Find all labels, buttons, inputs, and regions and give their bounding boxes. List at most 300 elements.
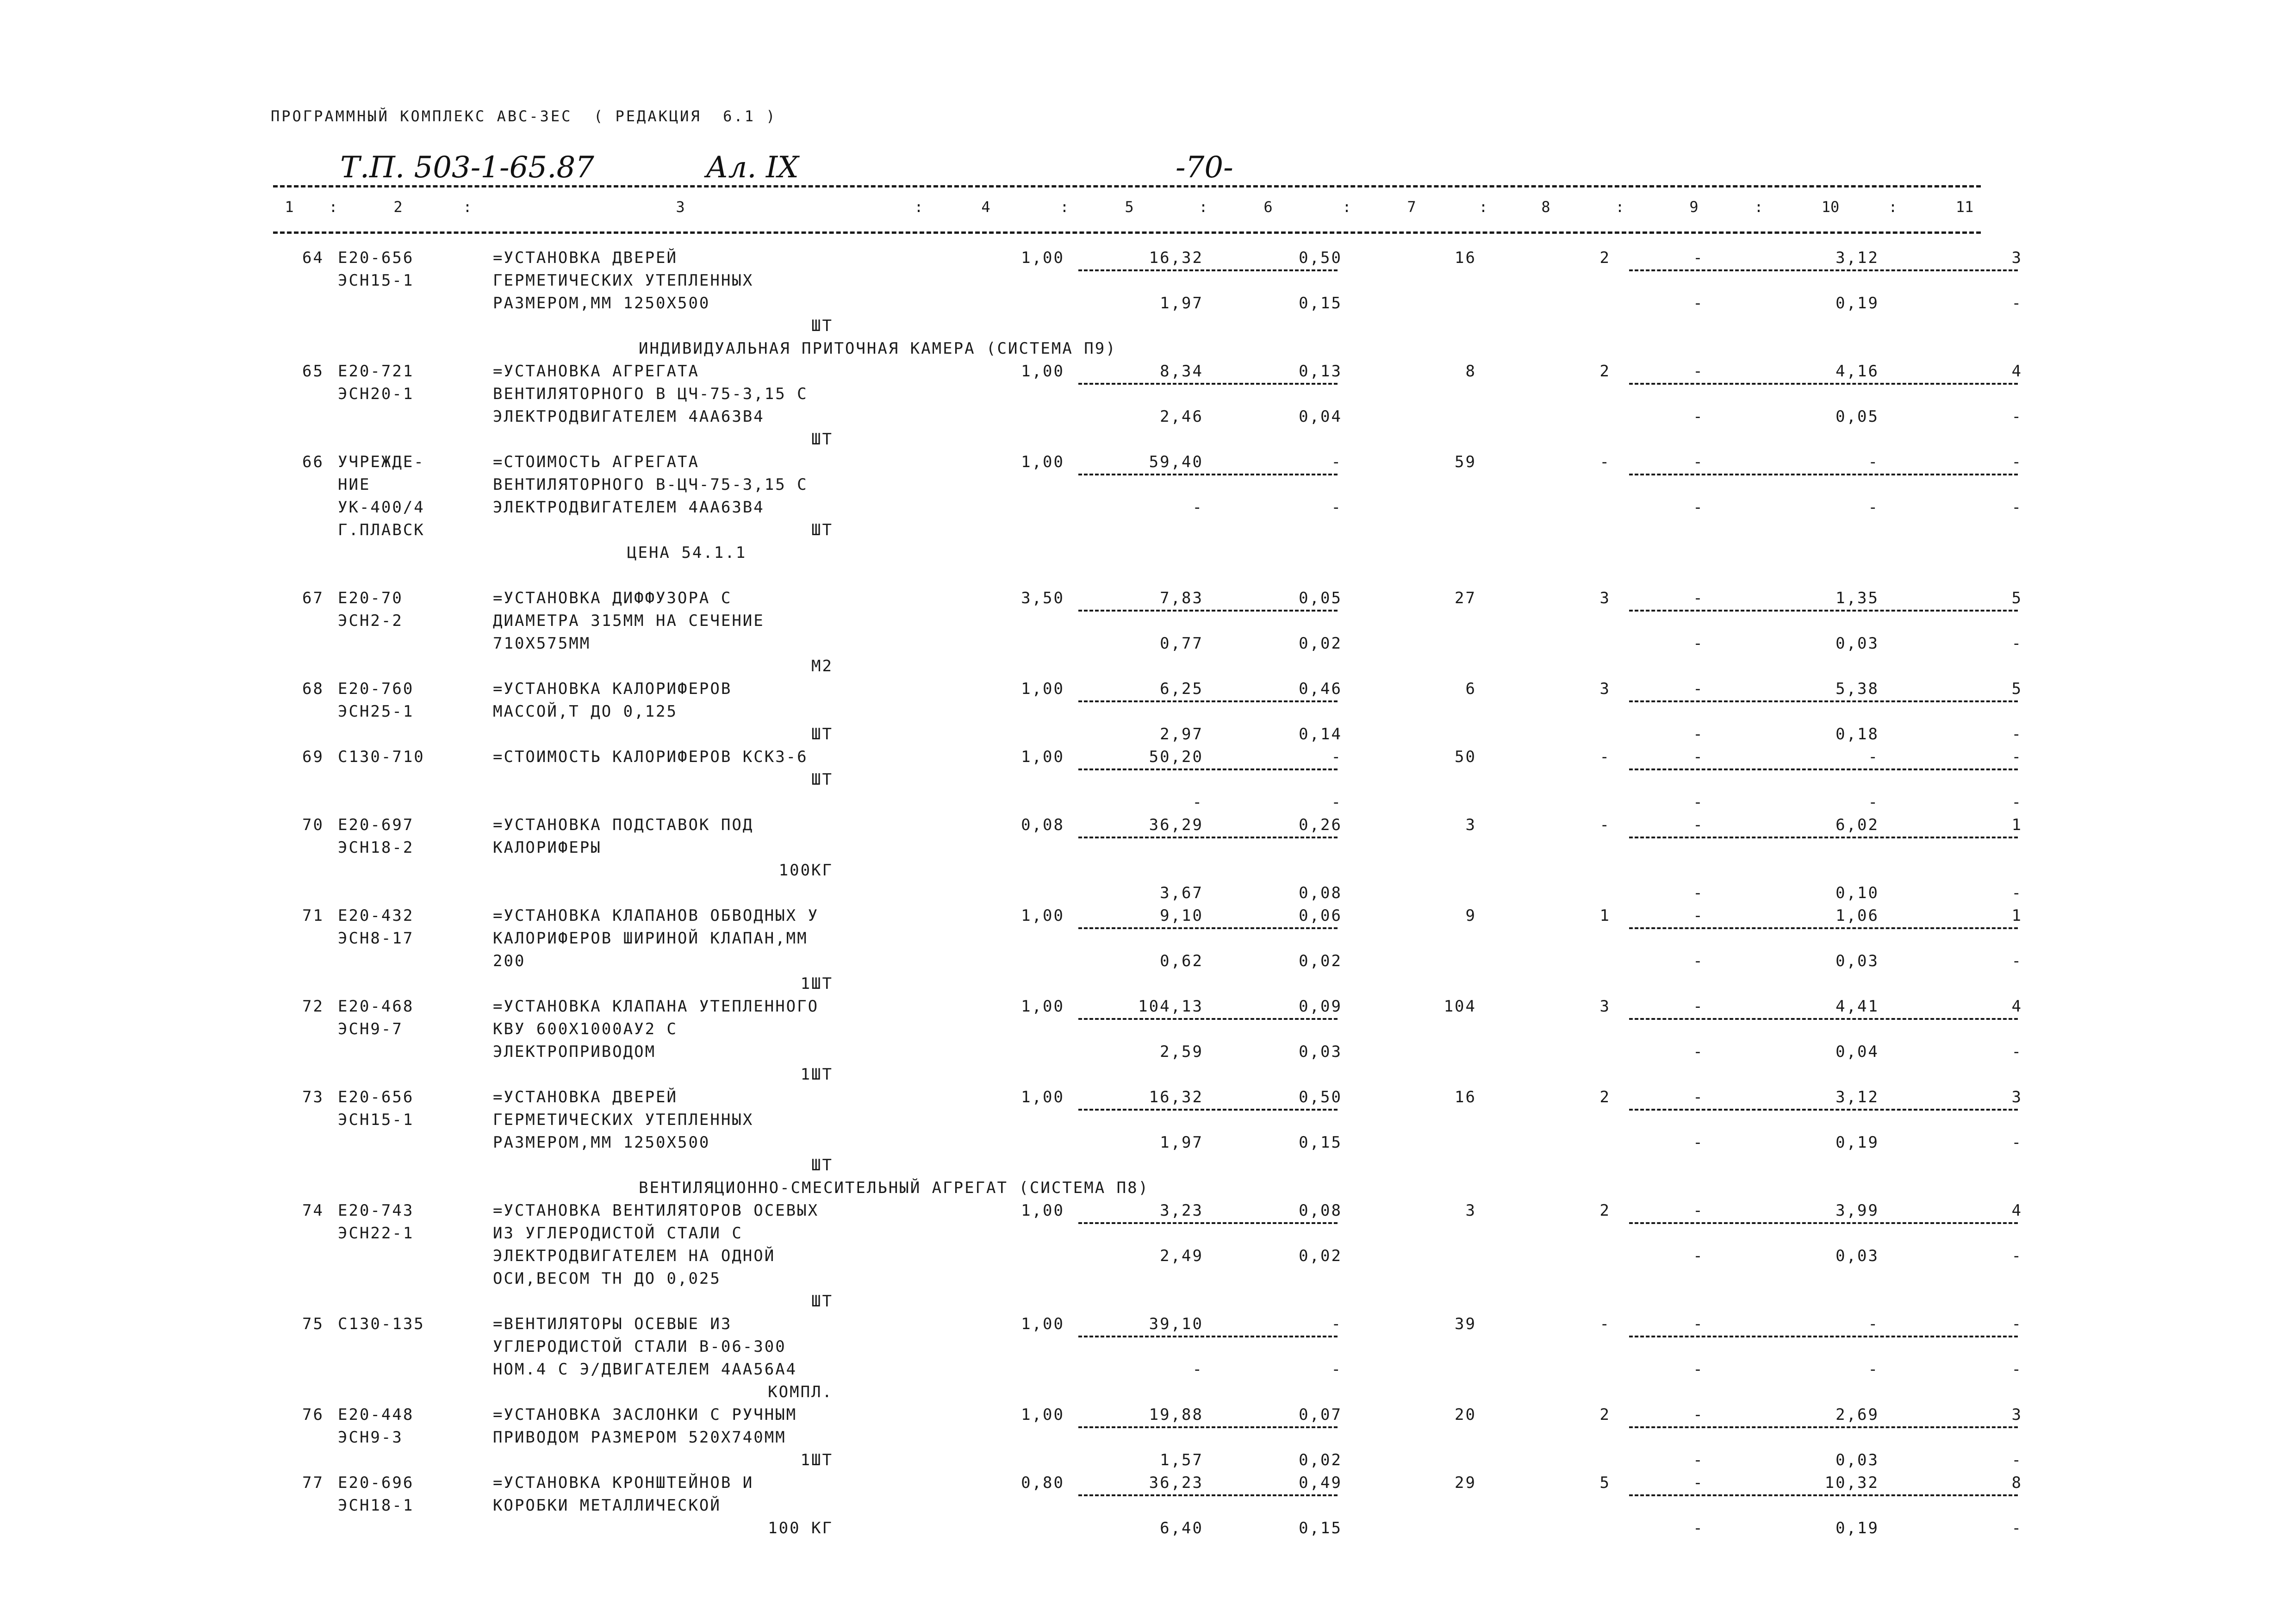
- cell-name: =УСТАНОВКА КЛАПАНОВ ОБВОДНЫХ У: [493, 906, 819, 925]
- cell-c10: 0,03: [1836, 952, 1879, 970]
- cell-c5: 2,46: [1160, 407, 1203, 426]
- column-header-cell: 6: [1263, 198, 1273, 216]
- table-row: [0, 1110, 2296, 1132]
- cell-name: ГЕРМЕТИЧЕСКИХ УТЕПЛЕННЫХ: [493, 271, 754, 290]
- cell-qty: 1,00: [1021, 362, 1064, 381]
- cell-code: Е20-721: [338, 362, 414, 381]
- column-header-cell: :: [1888, 198, 1898, 216]
- table-row: [0, 1064, 2296, 1087]
- cell-c9: -: [1693, 748, 1704, 766]
- cell-num: 72: [302, 997, 324, 1016]
- cell-unit: ШТ: [811, 430, 833, 449]
- cell-c9: -: [1693, 884, 1704, 902]
- cell-c10: 0,19: [1836, 294, 1879, 312]
- cell-c5: 6,40: [1160, 1519, 1203, 1537]
- table-row: [0, 384, 2296, 406]
- table-row: [0, 1518, 2296, 1541]
- cell-c11: -: [2011, 748, 2022, 766]
- cell-num: 71: [302, 906, 324, 925]
- cell-c11: -: [2011, 1043, 2022, 1061]
- cell-num: 75: [302, 1315, 324, 1333]
- cell-c9: -: [1693, 1474, 1704, 1492]
- cell-c10: 4,41: [1836, 997, 1879, 1016]
- cell-code: НИЕ: [338, 475, 371, 494]
- cell-name: =СТОИМОСТЬ КАЛОРИФЕРОВ КСКЗ-6: [493, 748, 808, 766]
- cell-c8: 5: [1599, 1474, 1611, 1492]
- cell-name: ОСИ,ВЕСОМ ТН ДО 0,025: [493, 1269, 721, 1288]
- cell-c7: 29: [1455, 1474, 1476, 1492]
- cell-c5: -: [1192, 498, 1203, 517]
- cell-c6: 0,50: [1299, 249, 1342, 267]
- cell-code: ЭСН20-1: [338, 385, 414, 403]
- cell-c7: 50: [1455, 748, 1476, 766]
- cell-name: =УСТАНОВКА ПОДСТАВОК ПОД: [493, 816, 754, 834]
- cell-unit: ШТ: [811, 317, 833, 335]
- cell-c5: 8,34: [1160, 362, 1203, 381]
- cell-c9: -: [1693, 453, 1704, 471]
- cell-c11: -: [2011, 1133, 2022, 1152]
- cell-code: УЧРЕЖДЕ-: [338, 453, 425, 471]
- cell-c6: 0,09: [1299, 997, 1342, 1016]
- cell-c5: 0,62: [1160, 952, 1203, 970]
- cell-c7: 27: [1455, 589, 1476, 607]
- cell-code: ЭСН2-2: [338, 612, 403, 630]
- cell-qty: 0,80: [1021, 1474, 1064, 1492]
- cell-code: УК-400/4: [338, 498, 425, 517]
- cell-num: 73: [302, 1088, 324, 1106]
- cell-c5: -: [1192, 793, 1203, 812]
- cell-c9: -: [1693, 294, 1704, 312]
- cell-num: 77: [302, 1474, 324, 1492]
- cell-c10: -: [1868, 453, 1879, 471]
- column-header-cell: 4: [981, 198, 990, 216]
- cell-c8: -: [1599, 453, 1611, 471]
- cell-c6: 0,05: [1299, 589, 1342, 607]
- table-row: [0, 724, 2296, 747]
- cell-c10: -: [1868, 498, 1879, 517]
- cell-code: ЭСН25-1: [338, 702, 414, 721]
- cell-name: =УСТАНОВКА КЛАПАНА УТЕПЛЕННОГО: [493, 997, 819, 1016]
- cell-name: КАЛОРИФЕРОВ ШИРИНОЙ КЛАПАН,ММ: [493, 929, 808, 948]
- cell-c5: 59,40: [1149, 453, 1203, 471]
- cell-section: ИНДИВИДУАЛЬНАЯ ПРИТОЧНАЯ КАМЕРА (СИСТЕМА П9): [639, 339, 1117, 358]
- cell-unit: ШТ: [811, 1292, 833, 1311]
- cell-c5: 0,77: [1160, 634, 1203, 653]
- cell-c9: -: [1693, 589, 1704, 607]
- cell-c5: -: [1192, 1360, 1203, 1379]
- cell-c6: 0,13: [1299, 362, 1342, 381]
- cell-code: ЭСН9-7: [338, 1020, 403, 1038]
- cell-c7: 3: [1465, 1201, 1476, 1220]
- cell-c9: -: [1693, 1451, 1704, 1469]
- cell-c11: 4: [2011, 1201, 2022, 1220]
- cell-c6: -: [1331, 453, 1342, 471]
- cell-c10: 1,06: [1836, 906, 1879, 925]
- cell-c5: 104,13: [1138, 997, 1203, 1016]
- cell-c10: 0,05: [1836, 407, 1879, 426]
- column-header-cell: 5: [1125, 198, 1134, 216]
- table-row: [0, 361, 2296, 384]
- cell-c9: -: [1693, 249, 1704, 267]
- cell-c9: -: [1693, 1133, 1704, 1152]
- cell-code: ЭСН15-1: [338, 271, 414, 290]
- cell-c10: 4,16: [1836, 362, 1879, 381]
- column-header-cell: 8: [1541, 198, 1550, 216]
- cell-c6: 0,49: [1299, 1474, 1342, 1492]
- cell-name: =ВЕНТИЛЯТОРЫ ОСЕВЫЕ ИЗ: [493, 1315, 732, 1333]
- table-row: [0, 565, 2296, 588]
- cell-unit: 1ШТ: [800, 1065, 833, 1084]
- column-header-cell: :: [1615, 198, 1624, 216]
- cell-name: ИЗ УГЛЕРОДИСТОЙ СТАЛИ С: [493, 1224, 743, 1243]
- cell-c5: 19,88: [1149, 1405, 1203, 1424]
- column-header-cell: 7: [1407, 198, 1416, 216]
- table-row: [0, 520, 2296, 543]
- cell-c5: 50,20: [1149, 748, 1203, 766]
- cell-c6: 0,02: [1299, 634, 1342, 653]
- cell-c10: 1,35: [1836, 589, 1879, 607]
- cell-c10: 0,03: [1836, 634, 1879, 653]
- cell-c5: 1,97: [1160, 294, 1203, 312]
- table-row: [0, 1155, 2296, 1178]
- cell-c6: 0,50: [1299, 1088, 1342, 1106]
- cell-c10: -: [1868, 748, 1879, 766]
- cell-c11: -: [2011, 453, 2022, 471]
- table-row: [0, 1087, 2296, 1110]
- table-row: [0, 1314, 2296, 1337]
- cell-code: Е20-696: [338, 1474, 414, 1492]
- column-header-cell: 3: [676, 198, 685, 216]
- cell-name: ГЕРМЕТИЧЕСКИХ УТЕПЛЕННЫХ: [493, 1111, 754, 1129]
- cell-c11: -: [2011, 1519, 2022, 1537]
- column-header-cell: 1: [285, 198, 294, 216]
- cell-qty: 1,00: [1021, 249, 1064, 267]
- cell-c11: 1: [2011, 816, 2022, 834]
- cell-c8: 1: [1599, 906, 1611, 925]
- cell-c9: -: [1693, 793, 1704, 812]
- cell-section: ВЕНТИЛЯЦИОННО-СМЕСИТЕЛЬНЫЙ АГРЕГАТ (СИСТЕМА П8): [639, 1179, 1150, 1197]
- cell-unit: ШТ: [811, 770, 833, 789]
- cell-name: ЭЛЕКТРОДВИГАТЕЛЕМ 4АА63В4: [493, 498, 765, 517]
- cell-name: МАССОЙ,Т ДО 0,125: [493, 702, 678, 721]
- table-row: [0, 543, 2296, 565]
- table-row: [0, 452, 2296, 475]
- cell-c11: -: [2011, 1360, 2022, 1379]
- column-header-cell: 10: [1821, 198, 1840, 216]
- cell-c6: 0,03: [1299, 1043, 1342, 1061]
- cell-name: ЭЛЕКТРОДВИГАТЕЛЕМ 4АА63В4: [493, 407, 765, 426]
- cell-c7: 9: [1465, 906, 1476, 925]
- cell-c6: 0,15: [1299, 294, 1342, 312]
- cell-unit: ШТ: [811, 521, 833, 539]
- cell-c10: 0,04: [1836, 1043, 1879, 1061]
- cell-c10: 2,69: [1836, 1405, 1879, 1424]
- cell-c10: -: [1868, 1360, 1879, 1379]
- cell-c9: -: [1693, 407, 1704, 426]
- cell-c6: 0,04: [1299, 407, 1342, 426]
- cell-code: Е20-697: [338, 816, 414, 834]
- doc-ref-handwritten: Т.П. 503-1-65.87: [340, 150, 594, 185]
- table-row: [0, 701, 2296, 724]
- cell-c11: 4: [2011, 997, 2022, 1016]
- column-header-cell: :: [914, 198, 923, 216]
- cell-c10: 0,03: [1836, 1451, 1879, 1469]
- cell-c11: 3: [2011, 249, 2022, 267]
- cell-c10: 10,32: [1824, 1474, 1879, 1492]
- cell-code: ЭСН8-17: [338, 929, 414, 948]
- cell-c10: -: [1868, 1315, 1879, 1333]
- cell-c8: 2: [1599, 1088, 1611, 1106]
- cell-name: ВЕНТИЛЯТОРНОГО В-ЦЧ-75-3,15 С: [493, 475, 808, 494]
- cell-c11: -: [2011, 294, 2022, 312]
- cell-c6: -: [1331, 1360, 1342, 1379]
- table-row: [0, 1427, 2296, 1450]
- cell-unit: 100КГ: [778, 861, 833, 880]
- cell-c5: 1,97: [1160, 1133, 1203, 1152]
- cell-qty: 3,50: [1021, 589, 1064, 607]
- cell-name: ЭЛЕКТРОДВИГАТЕЛЕМ НА ОДНОЙ: [493, 1247, 776, 1265]
- column-header-cell: :: [329, 198, 338, 216]
- cell-c5: 9,10: [1160, 906, 1203, 925]
- cell-c10: 0,03: [1836, 1247, 1879, 1265]
- cell-code: Е20-448: [338, 1405, 414, 1424]
- cell-num: 74: [302, 1201, 324, 1220]
- header-top-rule: [273, 185, 1981, 187]
- cell-code: Е20-743: [338, 1201, 414, 1220]
- program-title: ПРОГРАММНЫЙ КОМПЛЕКС АВС-3ЕС ( РЕДАКЦИЯ 6.1 ): [271, 107, 777, 125]
- cell-c9: -: [1693, 1043, 1704, 1061]
- table-row: [0, 429, 2296, 452]
- table-row: [0, 1337, 2296, 1359]
- cell-c10: -: [1868, 793, 1879, 812]
- cell-c11: 4: [2011, 362, 2022, 381]
- cell-c6: 0,15: [1299, 1133, 1342, 1152]
- cell-code: ЭСН18-1: [338, 1496, 414, 1515]
- cell-qty: 1,00: [1021, 1201, 1064, 1220]
- table-row: [0, 792, 2296, 815]
- cell-c8: 3: [1599, 680, 1611, 698]
- cell-c7: 59: [1455, 453, 1476, 471]
- cell-c7: 104: [1444, 997, 1476, 1016]
- cell-c11: -: [2011, 952, 2022, 970]
- cell-c5: 2,97: [1160, 725, 1203, 743]
- cell-name: =УСТАНОВКА ДВЕРЕЙ: [493, 249, 678, 267]
- cell-c9: -: [1693, 725, 1704, 743]
- column-header-row: [0, 198, 2296, 221]
- table-row: [0, 1132, 2296, 1155]
- table-row: [0, 1405, 2296, 1427]
- cell-c6: -: [1331, 793, 1342, 812]
- cell-c11: 3: [2011, 1088, 2022, 1106]
- cell-c7: 16: [1455, 249, 1476, 267]
- cell-c6: 0,26: [1299, 816, 1342, 834]
- cell-c9: -: [1693, 680, 1704, 698]
- cell-c6: 0,08: [1299, 1201, 1342, 1220]
- column-header-cell: 11: [1955, 198, 1974, 216]
- cell-name: =СТОИМОСТЬ АГРЕГАТА: [493, 453, 699, 471]
- cell-c10: 3,99: [1836, 1201, 1879, 1220]
- cell-qty: 1,00: [1021, 1315, 1064, 1333]
- cell-c5: 2,59: [1160, 1043, 1203, 1061]
- cell-c7: 6: [1465, 680, 1476, 698]
- cell-name: =УСТАНОВКА ЗАСЛОНКИ С РУЧНЫМ: [493, 1405, 797, 1424]
- cell-code: С130-135: [338, 1315, 425, 1333]
- table-row: [0, 1223, 2296, 1246]
- cell-c7: 20: [1455, 1405, 1476, 1424]
- cell-c5: 6,25: [1160, 680, 1203, 698]
- cell-unit: М2: [811, 657, 833, 675]
- cell-code: Е20-656: [338, 249, 414, 267]
- table-row: [0, 1019, 2296, 1042]
- cell-c10: 5,38: [1836, 680, 1879, 698]
- cell-unit: ШТ: [811, 1156, 833, 1174]
- cell-c8: 3: [1599, 589, 1611, 607]
- cell-code: Е20-760: [338, 680, 414, 698]
- cell-code: Е20-432: [338, 906, 414, 925]
- cell-qty: 1,00: [1021, 997, 1064, 1016]
- cell-qty: 1,00: [1021, 1088, 1064, 1106]
- cell-code: Г.ПЛАВСК: [338, 521, 425, 539]
- table-row: [0, 1178, 2296, 1200]
- cell-c9: -: [1693, 906, 1704, 925]
- cell-c9: -: [1693, 1088, 1704, 1106]
- cell-unit: КОМПЛ.: [768, 1383, 833, 1401]
- cell-qty: 1,00: [1021, 906, 1064, 925]
- table-row: [0, 1473, 2296, 1495]
- cell-c6: -: [1331, 1315, 1342, 1333]
- cell-num: 69: [302, 748, 324, 766]
- table-row: [0, 270, 2296, 293]
- cell-c11: -: [2011, 498, 2022, 517]
- table-row: [0, 679, 2296, 701]
- cell-c5: 3,67: [1160, 884, 1203, 902]
- cell-code: ЭСН15-1: [338, 1111, 414, 1129]
- cell-num: 68: [302, 680, 324, 698]
- cell-c5: 3,23: [1160, 1201, 1203, 1220]
- cell-name: РАЗМЕРОМ,ММ 1250Х500: [493, 1133, 710, 1152]
- cell-c6: 0,02: [1299, 952, 1342, 970]
- cell-c6: 0,02: [1299, 1451, 1342, 1469]
- table-row: [0, 883, 2296, 906]
- cell-c11: 5: [2011, 680, 2022, 698]
- cell-c11: 1: [2011, 906, 2022, 925]
- table-row: [0, 338, 2296, 361]
- cell-name: ПРИВОДОМ РАЗМЕРОМ 520Х740ММ: [493, 1428, 786, 1447]
- table-row: [0, 1268, 2296, 1291]
- column-header-cell: :: [1342, 198, 1351, 216]
- cell-num: 70: [302, 816, 324, 834]
- cell-num: 66: [302, 453, 324, 471]
- table-row: [0, 633, 2296, 656]
- table-row: [0, 293, 2296, 316]
- table-row: [0, 406, 2296, 429]
- cell-c11: 3: [2011, 1405, 2022, 1424]
- cell-unit: 1ШТ: [800, 974, 833, 993]
- cell-code: Е20-468: [338, 997, 414, 1016]
- table-row: [0, 906, 2296, 928]
- cell-c9: -: [1693, 997, 1704, 1016]
- table-row: [0, 611, 2296, 633]
- cell-c6: -: [1331, 748, 1342, 766]
- cell-c5: 16,32: [1149, 249, 1203, 267]
- table-row: [0, 747, 2296, 769]
- cell-name: КВУ 600Х1000АУ2 С: [493, 1020, 678, 1038]
- cell-c9: -: [1693, 1405, 1704, 1424]
- cell-c5: 2,49: [1160, 1247, 1203, 1265]
- cell-c11: -: [2011, 1315, 2022, 1333]
- table-row: [0, 1246, 2296, 1268]
- table-row: [0, 1450, 2296, 1473]
- cell-c11: -: [2011, 725, 2022, 743]
- cell-c8: 2: [1599, 249, 1611, 267]
- cell-name: =УСТАНОВКА ДИФФУЗОРА С: [493, 589, 732, 607]
- cell-name: КОРОБКИ МЕТАЛЛИЧЕСКОЙ: [493, 1496, 721, 1515]
- table-row: [0, 815, 2296, 837]
- cell-name: =УСТАНОВКА КАЛОРИФЕРОВ: [493, 680, 732, 698]
- cell-c11: -: [2011, 407, 2022, 426]
- cell-c6: 0,06: [1299, 906, 1342, 925]
- column-header-cell: 2: [393, 198, 403, 216]
- cell-c6: 0,02: [1299, 1247, 1342, 1265]
- cell-c10: 0,19: [1836, 1519, 1879, 1537]
- cell-c9: -: [1693, 362, 1704, 381]
- cell-c9: -: [1693, 498, 1704, 517]
- cell-c9: -: [1693, 1519, 1704, 1537]
- cell-name: НОМ.4 С Э/ДВИГАТЕЛЕМ 4АА56А4: [493, 1360, 797, 1379]
- cell-c11: 5: [2011, 589, 2022, 607]
- cell-c9: -: [1693, 1201, 1704, 1220]
- cell-name: ЭЛЕКТРОПРИВОДОМ: [493, 1043, 656, 1061]
- cell-c5: 1,57: [1160, 1451, 1203, 1469]
- cell-num: 76: [302, 1405, 324, 1424]
- column-header-cell: :: [1479, 198, 1488, 216]
- column-header-cell: 9: [1689, 198, 1699, 216]
- cell-code: ЭСН18-2: [338, 838, 414, 857]
- cell-c6: -: [1331, 498, 1342, 517]
- cell-name: 200: [493, 952, 526, 970]
- cell-c6: 0,08: [1299, 884, 1342, 902]
- table-row: [0, 1495, 2296, 1518]
- cell-name: РАЗМЕРОМ,ММ 1250Х500: [493, 294, 710, 312]
- header-bottom-rule: [273, 231, 1981, 234]
- cell-c10: 6,02: [1836, 816, 1879, 834]
- cell-c11: 8: [2011, 1474, 2022, 1492]
- cell-c10: 0,10: [1836, 884, 1879, 902]
- table-row: [0, 996, 2296, 1019]
- cell-code: ЭСН9-3: [338, 1428, 403, 1447]
- cell-c9: -: [1693, 634, 1704, 653]
- cell-c5: 36,23: [1149, 1474, 1203, 1492]
- cell-code: ЭСН22-1: [338, 1224, 414, 1243]
- cell-c8: 2: [1599, 1405, 1611, 1424]
- cell-qty: 0,08: [1021, 816, 1064, 834]
- page-number: -70-: [1176, 150, 1233, 185]
- table-row: [0, 475, 2296, 497]
- cell-num: 64: [302, 249, 324, 267]
- cell-num: 67: [302, 589, 324, 607]
- table-row: [0, 951, 2296, 974]
- cell-c8: 3: [1599, 997, 1611, 1016]
- cell-c5: 39,10: [1149, 1315, 1203, 1333]
- cell-qty: 1,00: [1021, 748, 1064, 766]
- column-header-cell: :: [1060, 198, 1069, 216]
- cell-c5: 16,32: [1149, 1088, 1203, 1106]
- cell-c5: 36,29: [1149, 816, 1203, 834]
- cell-name: 710Х575ММ: [493, 634, 591, 653]
- cell-name: ВЕНТИЛЯТОРНОГО В ЦЧ-75-3,15 С: [493, 385, 808, 403]
- cell-c9: -: [1693, 1247, 1704, 1265]
- cell-c9: -: [1693, 816, 1704, 834]
